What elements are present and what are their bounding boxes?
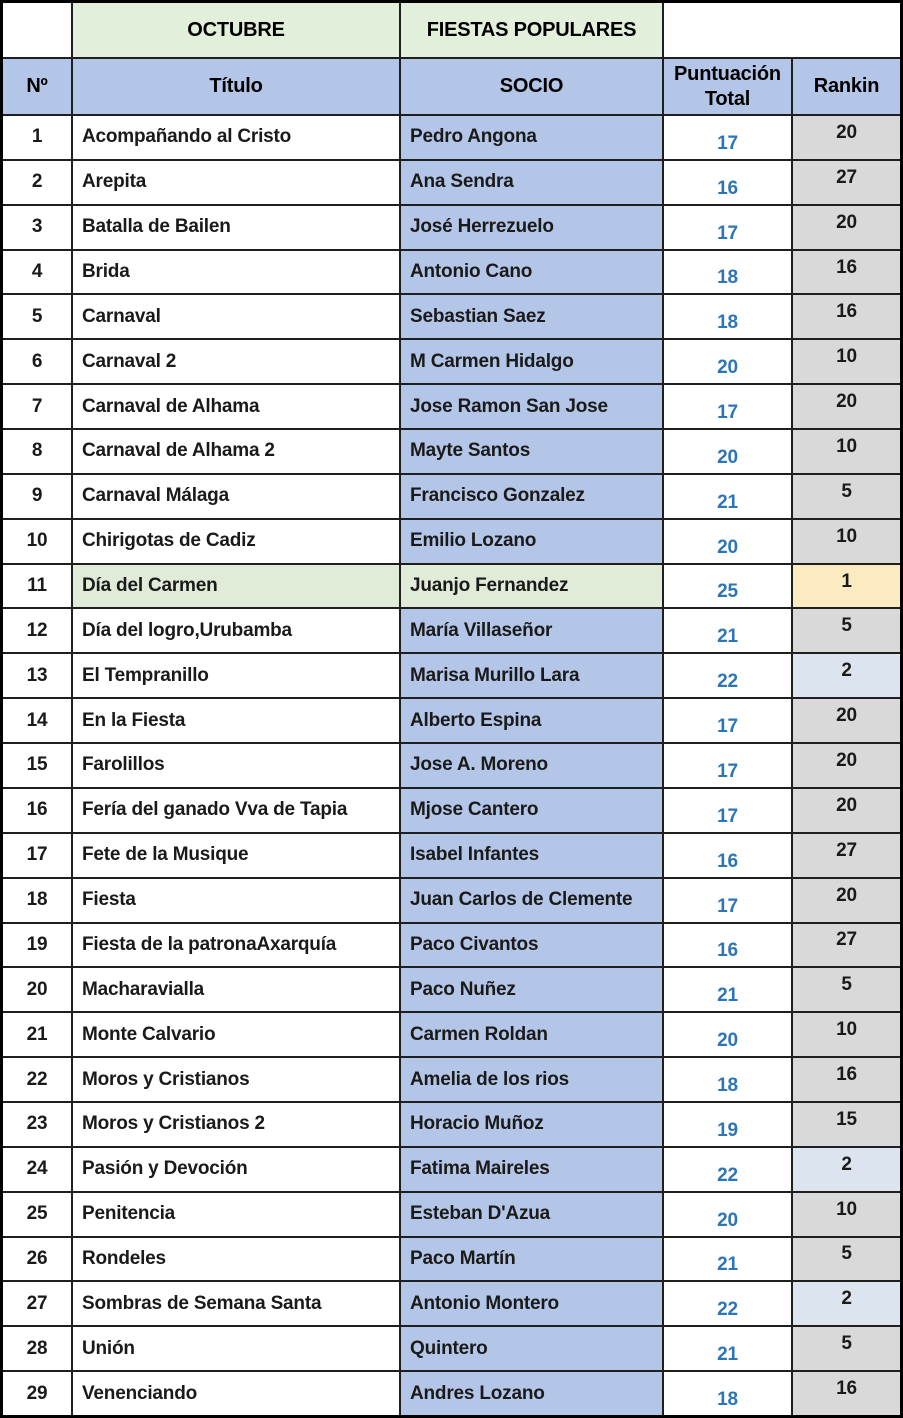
row-socio: Jose Ramon San Jose xyxy=(401,385,662,428)
row-rank: 10 xyxy=(793,1013,900,1056)
row-socio: Juan Carlos de Clemente xyxy=(401,879,662,922)
row-socio: Quintero xyxy=(401,1327,662,1370)
row-score: 22 xyxy=(664,1282,791,1325)
row-number: 18 xyxy=(3,879,71,922)
row-rank: 20 xyxy=(793,385,900,428)
row-socio: Esteban D'Azua xyxy=(401,1193,662,1236)
row-score: 21 xyxy=(664,609,791,652)
row-title: Farolillos xyxy=(73,744,399,787)
row-rank: 27 xyxy=(793,924,900,967)
row-number: 7 xyxy=(3,385,71,428)
row-rank: 20 xyxy=(793,206,900,249)
row-rank: 5 xyxy=(793,1238,900,1281)
row-rank: 2 xyxy=(793,654,900,697)
row-number: 16 xyxy=(3,789,71,832)
row-title: Venenciando xyxy=(73,1372,399,1415)
row-title: Acompañando al Cristo xyxy=(73,116,399,159)
row-socio: Amelia de los rios xyxy=(401,1058,662,1101)
row-score: 18 xyxy=(664,251,791,294)
row-score: 21 xyxy=(664,968,791,1011)
row-number: 29 xyxy=(3,1372,71,1415)
col-header-num: Nº xyxy=(3,59,71,114)
row-rank: 2 xyxy=(793,1282,900,1325)
row-title: Chirigotas de Cadiz xyxy=(73,520,399,563)
row-rank: 10 xyxy=(793,430,900,473)
row-number: 10 xyxy=(3,520,71,563)
row-socio: Andres Lozano xyxy=(401,1372,662,1415)
row-score: 25 xyxy=(664,565,791,608)
row-number: 25 xyxy=(3,1193,71,1236)
row-rank: 10 xyxy=(793,520,900,563)
row-socio: Mayte Santos xyxy=(401,430,662,473)
row-title: Unión xyxy=(73,1327,399,1370)
row-socio: Alberto Espina xyxy=(401,699,662,742)
row-socio: Marisa Murillo Lara xyxy=(401,654,662,697)
month-header: OCTUBRE xyxy=(73,3,399,57)
row-socio: Ana Sendra xyxy=(401,161,662,204)
row-rank: 20 xyxy=(793,879,900,922)
row-number: 4 xyxy=(3,251,71,294)
row-score: 18 xyxy=(664,1372,791,1415)
row-title: Carnaval de Alhama 2 xyxy=(73,430,399,473)
row-rank: 1 xyxy=(793,565,900,608)
row-title: Día del logro,Urubamba xyxy=(73,609,399,652)
row-socio: Sebastian Saez xyxy=(401,295,662,338)
row-score: 17 xyxy=(664,206,791,249)
row-number: 19 xyxy=(3,924,71,967)
row-title: Pasión y Devoción xyxy=(73,1148,399,1191)
row-socio: Emilio Lozano xyxy=(401,520,662,563)
row-score: 17 xyxy=(664,789,791,832)
row-score: 22 xyxy=(664,1148,791,1191)
row-title: Rondeles xyxy=(73,1238,399,1281)
row-score: 20 xyxy=(664,430,791,473)
corner-blank-cell xyxy=(3,3,71,57)
row-score: 16 xyxy=(664,161,791,204)
row-rank: 16 xyxy=(793,1058,900,1101)
row-rank: 15 xyxy=(793,1103,900,1146)
row-number: 14 xyxy=(3,699,71,742)
row-rank: 20 xyxy=(793,699,900,742)
row-number: 12 xyxy=(3,609,71,652)
row-number: 5 xyxy=(3,295,71,338)
row-title: Día del Carmen xyxy=(73,565,399,608)
row-score: 21 xyxy=(664,475,791,518)
row-title: Fería del ganado Vva de Tapia xyxy=(73,789,399,832)
row-score: 18 xyxy=(664,1058,791,1101)
col-header-score: Puntuación Total xyxy=(664,59,791,114)
row-title: Batalla de Bailen xyxy=(73,206,399,249)
top-right-blank-cell xyxy=(664,3,900,57)
row-title: Carnaval 2 xyxy=(73,340,399,383)
row-title: Fiesta xyxy=(73,879,399,922)
row-rank: 16 xyxy=(793,295,900,338)
row-rank: 20 xyxy=(793,116,900,159)
row-number: 15 xyxy=(3,744,71,787)
row-rank: 27 xyxy=(793,834,900,877)
row-rank: 20 xyxy=(793,789,900,832)
row-number: 11 xyxy=(3,565,71,608)
row-number: 23 xyxy=(3,1103,71,1146)
row-socio: Paco Civantos xyxy=(401,924,662,967)
row-score: 17 xyxy=(664,699,791,742)
row-rank: 20 xyxy=(793,744,900,787)
row-rank: 10 xyxy=(793,1193,900,1236)
row-title: Carnaval de Alhama xyxy=(73,385,399,428)
row-title: Monte Calvario xyxy=(73,1013,399,1056)
row-number: 6 xyxy=(3,340,71,383)
row-score: 16 xyxy=(664,924,791,967)
row-score: 16 xyxy=(664,834,791,877)
row-score: 17 xyxy=(664,879,791,922)
row-number: 28 xyxy=(3,1327,71,1370)
row-rank: 5 xyxy=(793,609,900,652)
col-header-socio: SOCIO xyxy=(401,59,662,114)
row-number: 20 xyxy=(3,968,71,1011)
row-socio: Francisco Gonzalez xyxy=(401,475,662,518)
col-header-title: Título xyxy=(73,59,399,114)
row-number: 2 xyxy=(3,161,71,204)
row-title: Arepita xyxy=(73,161,399,204)
row-score: 20 xyxy=(664,1013,791,1056)
row-title: Macharavialla xyxy=(73,968,399,1011)
row-socio: Jose A. Moreno xyxy=(401,744,662,787)
row-number: 27 xyxy=(3,1282,71,1325)
row-title: Carnaval xyxy=(73,295,399,338)
row-rank: 5 xyxy=(793,968,900,1011)
row-socio: José Herrezuelo xyxy=(401,206,662,249)
row-socio: Mjose Cantero xyxy=(401,789,662,832)
row-title: Sombras de Semana Santa xyxy=(73,1282,399,1325)
row-score: 18 xyxy=(664,295,791,338)
row-rank: 27 xyxy=(793,161,900,204)
row-socio: Juanjo Fernandez xyxy=(401,565,662,608)
row-score: 19 xyxy=(664,1103,791,1146)
row-score: 20 xyxy=(664,1193,791,1236)
row-title: Fiesta de la patronaAxarquía xyxy=(73,924,399,967)
row-socio: Antonio Montero xyxy=(401,1282,662,1325)
row-title: Moros y Cristianos 2 xyxy=(73,1103,399,1146)
row-score: 21 xyxy=(664,1327,791,1370)
row-socio: Paco Martín xyxy=(401,1238,662,1281)
row-number: 22 xyxy=(3,1058,71,1101)
row-score: 17 xyxy=(664,116,791,159)
row-score: 17 xyxy=(664,744,791,787)
row-socio: Isabel Infantes xyxy=(401,834,662,877)
row-title: En la Fiesta xyxy=(73,699,399,742)
row-number: 9 xyxy=(3,475,71,518)
row-socio: Pedro Angona xyxy=(401,116,662,159)
row-number: 1 xyxy=(3,116,71,159)
row-title: Penitencia xyxy=(73,1193,399,1236)
row-title: Moros y Cristianos xyxy=(73,1058,399,1101)
row-socio: María Villaseñor xyxy=(401,609,662,652)
row-number: 13 xyxy=(3,654,71,697)
row-socio: Antonio Cano xyxy=(401,251,662,294)
row-rank: 10 xyxy=(793,340,900,383)
row-title: El Tempranillo xyxy=(73,654,399,697)
row-socio: M Carmen Hidalgo xyxy=(401,340,662,383)
row-title: Fete de la Musique xyxy=(73,834,399,877)
category-header: FIESTAS POPULARES xyxy=(401,3,662,57)
row-socio: Horacio Muñoz xyxy=(401,1103,662,1146)
row-score: 20 xyxy=(664,340,791,383)
row-title: Carnaval Málaga xyxy=(73,475,399,518)
row-rank: 5 xyxy=(793,475,900,518)
row-socio: Carmen Roldan xyxy=(401,1013,662,1056)
row-title: Brida xyxy=(73,251,399,294)
row-number: 24 xyxy=(3,1148,71,1191)
row-socio: Paco Nuñez xyxy=(401,968,662,1011)
col-header-rank: Rankin xyxy=(793,59,900,114)
row-score: 17 xyxy=(664,385,791,428)
row-rank: 16 xyxy=(793,251,900,294)
row-number: 8 xyxy=(3,430,71,473)
row-number: 26 xyxy=(3,1238,71,1281)
row-score: 22 xyxy=(664,654,791,697)
row-score: 21 xyxy=(664,1238,791,1281)
row-rank: 16 xyxy=(793,1372,900,1415)
row-rank: 2 xyxy=(793,1148,900,1191)
row-rank: 5 xyxy=(793,1327,900,1370)
row-number: 3 xyxy=(3,206,71,249)
row-socio: Fatima Maireles xyxy=(401,1148,662,1191)
row-number: 21 xyxy=(3,1013,71,1056)
row-number: 17 xyxy=(3,834,71,877)
row-score: 20 xyxy=(664,520,791,563)
